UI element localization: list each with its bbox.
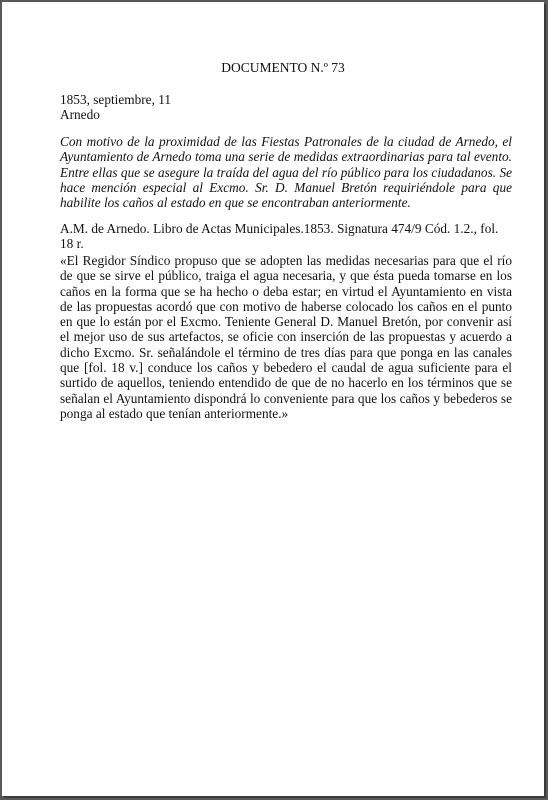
document-title: DOCUMENTO N.º 73 (221, 60, 345, 75)
document-page (2, 2, 544, 796)
document-source: A.M. de Arnedo. Libro de Actas Municipales.1853. Signatura 474/9 Cód. 1.2., fol. 18 r. (60, 221, 499, 252)
document-transcription: «El Regidor Síndico propuso que se adopten las medidas necesarias para que el río de que se sirve el público, traiga el agua necesaria, y que ésta pueda tomarse en los caños en la forma que se ha hecho o deba estar; en virtud el Ayuntamiento en vista de las propuestas acordó que con motivo de haberse colocado los caños en el punto en que lo están por el Excmo. Teniente General D. Manuel Bretón, por convenir así el mejor uso de sus artefactos, se oficie con inserción de las propuestas y acuerdo a dicho Excmo. Sr. señalándole el término de tres días para que ponga en las canales que [fol. 18 v.] conduce los caños y bebedero el caudal de agua suficiente para el surtido de aquellos, teniendo entendido de que de no hacerlo en los términos que se señalan el Ayuntamiento dispondrá lo conveniente para que los caños y bebederos se ponga al estado que tenían anteriormente.» (60, 253, 512, 421)
document-summary: Con motivo de la proximidad de las Fiestas Patronales de la ciudad de Arnedo, el Ayuntamiento de Arnedo toma una serie de medidas extraordinarias para tal evento. Entre ellas que se asegure la traída del agua del río público para los ciudadanos. Se hace mención especial al Excmo. Sr. D. Manuel Bretón requiriéndole para que habilite los caños al estado en que se encontraban anteriormente. (60, 134, 512, 211)
document-date: 1853, septiembre, 11 (60, 92, 172, 107)
document-place: Arnedo (60, 107, 100, 123)
document-header (60, 92, 512, 123)
